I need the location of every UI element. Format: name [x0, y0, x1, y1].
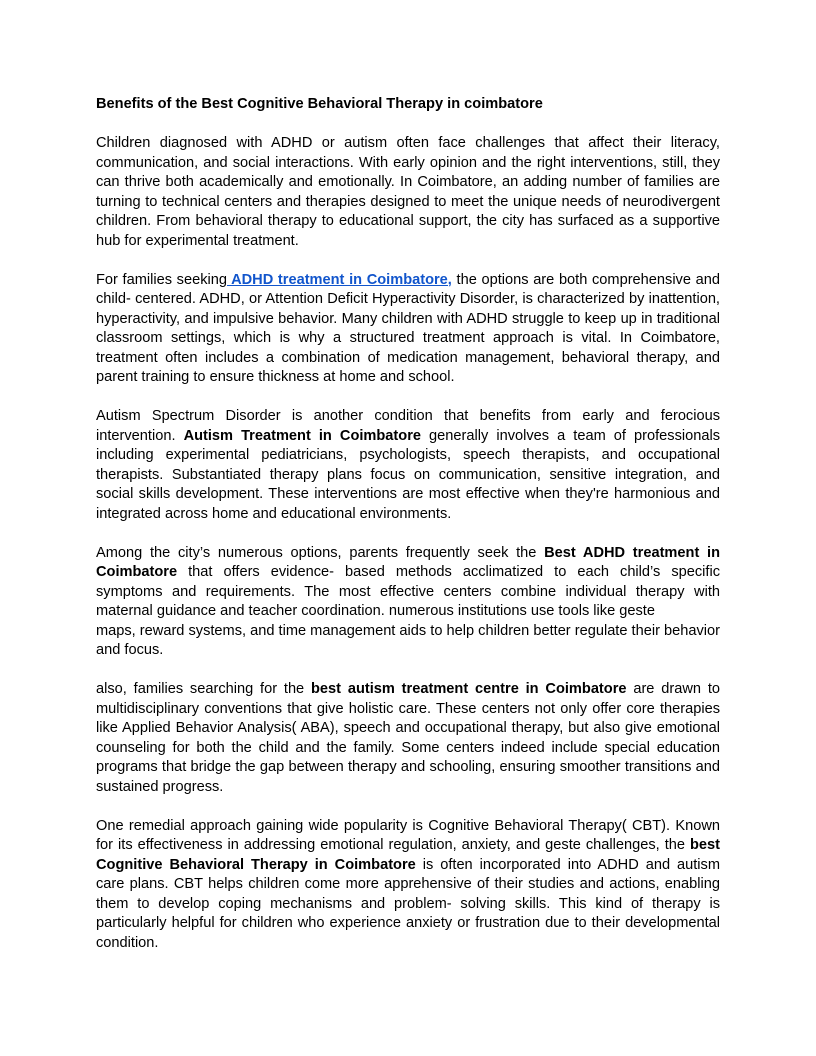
paragraph-best-adhd-body: that offers evidence- based methods acclimatized to each child’s specific symptoms and requirements. The most effective centers combine individual therapy with maternal guidance and teacher coordination. numerous institutions use tools like geste: [96, 564, 720, 619]
paragraph-intro: [96, 134, 720, 251]
paragraph-autism: [96, 407, 720, 524]
adhd-treatment-link[interactable]: ADHD treatment in Coimbatore,: [226, 271, 452, 288]
paragraph-cbt-body: is often incorporated into ADHD and autism care plans. CBT helps children come more apprehensive of their studies and actions, enabling them to develop coping mechanisms and problem- solving skills. This kind of therapy is particularly helpful for children who experience anxiety or frustration due to their developmental condition.: [96, 856, 720, 951]
paragraph-autism-body: generally involves a team of professionals including experimental pediatricians, psychologists, speech therapists, and occupational therapists. Substantiated therapy plans focus on communication, sensitive integration, and social skills development. These interventions are most effective when they're harmonious and integrated across home and educational environments.: [96, 427, 720, 522]
autism-treatment-keyword: Autism Treatment in Coimbatore: [183, 427, 421, 444]
paragraph-adhd: [96, 271, 720, 388]
paragraph-autism-centre: [96, 680, 720, 797]
paragraph-autism-lead: Autism Spectrum Disorder is another condition that benefits from early and ferocious intervention.: [96, 408, 720, 444]
paragraph-best-adhd-lead: Among the city’s numerous options, parents frequently seek the: [96, 544, 545, 561]
cbt-keyword: best Cognitive Behavioral Therapy in Coimbatore: [96, 837, 720, 873]
paragraph-adhd-lead: For families seeking: [96, 271, 227, 288]
document-title: Benefits of the Best Cognitive Behavioral Therapy in coimbatore: [96, 96, 543, 112]
autism-centre-keyword: best autism treatment centre in Coimbatore: [311, 681, 627, 697]
paragraph-adhd-body: the options are both comprehensive and child- centered. ADHD, or Attention Deficit Hyperactivity Disorder, is characterized by inattention, hyperactivity, and impulsive behavior. Many children with ADHD struggle to keep up in traditional classroom settings, which is why a structured treatment approach is vital. In Coimbatore, treatment often includes a combination of medication management, behavioral therapy, and parent training to ensure thickness at home and school.: [96, 271, 720, 385]
paragraph-autism-centre-body: are drawn to multidisciplinary conventions that give holistic care. These centers not only offer core therapies like Applied Behavior Analysis( ABA), speech and occupational therapy, but also give emotional counseling for both the child and the family. Some centers indeed include special education programs that bridge the gap between therapy and schooling, ensuring smoother transitions and sustained progress.: [96, 681, 720, 795]
paragraph-cbt: [96, 817, 720, 954]
best-adhd-keyword: Best ADHD treatment in Coimbatore: [96, 544, 720, 580]
paragraph-intro-text: Children diagnosed with ADHD or autism often face challenges that affect their literacy, communication, and social interactions. With early opinion and the right interventions, still, they can thrive both academically and emotionally. In Coimbatore, an adding number of families are turning to technical centers and therapies designed to meet the unique needs of neurodivergent children. From behavioral therapy to educational support, the city has surfaced as a supportive hub for experimental treatment.: [96, 135, 720, 249]
paragraph-best-adhd-tail: maps, reward systems, and time management aids to help children better regulate their behavior and focus.: [96, 622, 720, 658]
document-page: [96, 95, 720, 953]
paragraph-autism-centre-lead: also, families searching for the: [96, 681, 311, 697]
paragraph-best-adhd: [96, 544, 720, 661]
paragraph-cbt-lead: One remedial approach gaining wide popularity is Cognitive Behavioral Therapy( CBT). Known for its effectiveness in addressing emotional regulation, anxiety, and geste challenges, the: [96, 817, 720, 853]
